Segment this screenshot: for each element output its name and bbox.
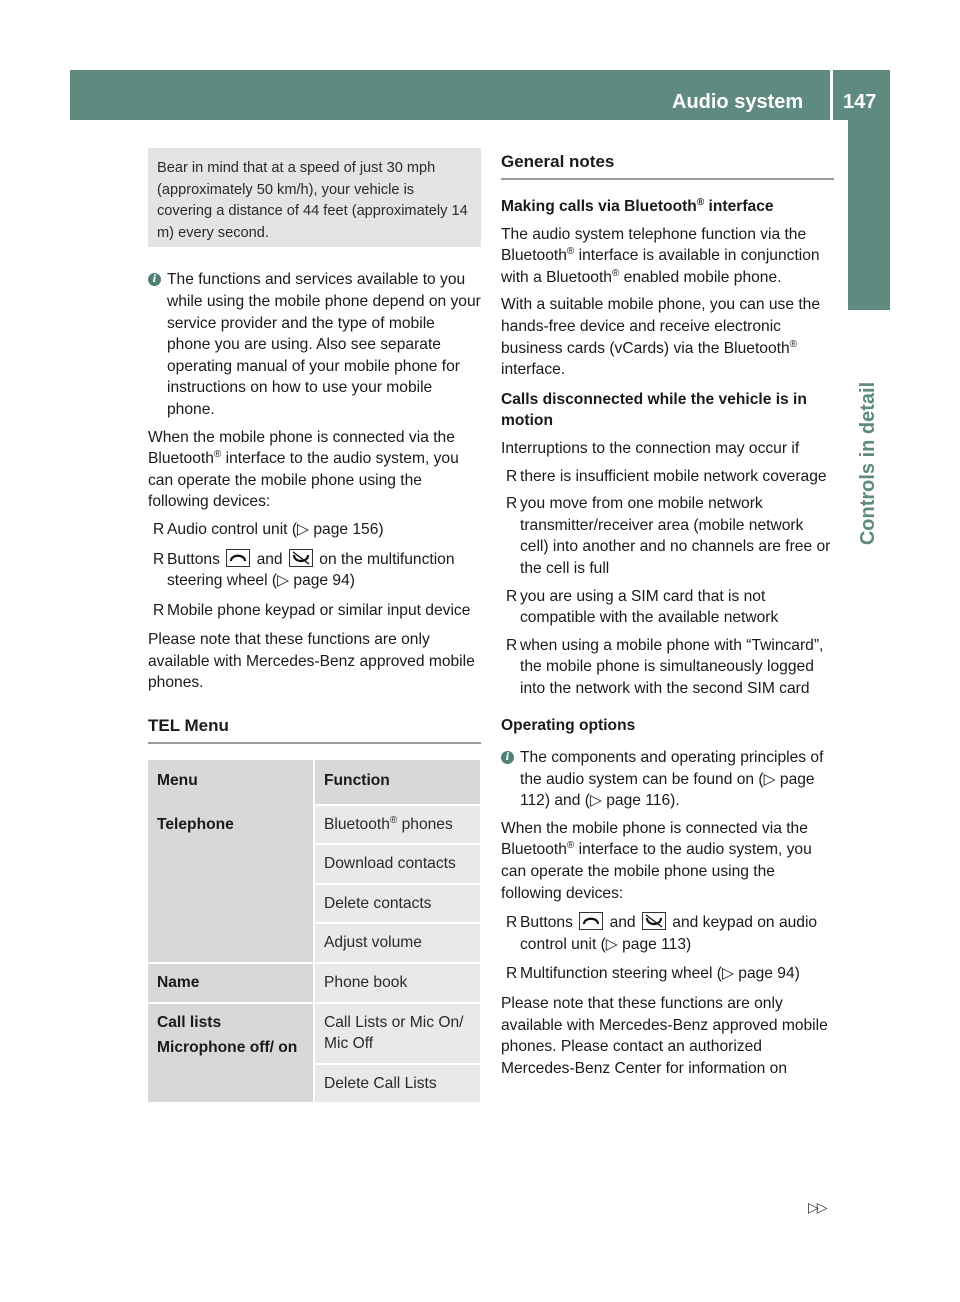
phone-accept-icon [226, 549, 250, 567]
function-call-lists: Call Lists or Mic On/ Mic Off [315, 1004, 480, 1065]
table-header-menu: Menu [148, 760, 315, 806]
header-divider [830, 70, 833, 120]
general-notes-heading: General notes [501, 150, 834, 180]
side-tab-label: Controls in detail [857, 381, 880, 545]
function-bluetooth-phones: Bluetooth® phones [315, 806, 480, 846]
list-item: R Mobile phone keypad or similar input device [153, 601, 471, 619]
disconnected-heading: Calls disconnected while the vehicle is in motion [501, 390, 807, 430]
list-item: R Buttons and and keypad on audio control unit (▷ page 113) [506, 914, 818, 953]
info-icon: i [148, 273, 161, 286]
info-text: The functions and services available to you while using the mobile phone depend on your service provider and the type of mobile phone you are using. Also see separate operating manual of your mobile phone for instructions on how to use your mobile phone. [167, 271, 481, 418]
phone-end-icon [289, 549, 313, 567]
list-item: R Audio control unit (▷ page 156) [153, 520, 384, 538]
phone-end-icon [642, 912, 666, 930]
table-header-function: Function [315, 760, 480, 806]
continue-marker: ▷▷ [808, 1199, 826, 1215]
list-item: R you are using a SIM card that is not compatible with the available network [506, 587, 779, 627]
table-row [148, 964, 480, 1004]
tel-menu-table [148, 760, 480, 1102]
function-download-contacts: Download contacts [315, 845, 480, 885]
list-item: R Multifunction steering wheel (▷ page 94) [506, 965, 800, 983]
side-tab [848, 318, 890, 608]
left-column [148, 148, 481, 1102]
menu-name: Name [148, 964, 315, 1004]
function-delete-contacts: Delete contacts [315, 885, 480, 925]
approval-paragraph: Please note that these functions are only available with Mercedes-Benz approved mobile phones. [148, 631, 475, 692]
menu-call-lists [148, 1004, 315, 1103]
list-item: R Buttons and on the multifunction steering wheel (▷ page 94) [153, 550, 455, 590]
bluetooth-paragraph-2: With a suitable mobile phone, you can use the hands-free device and receive electronic business cards (vCards) via the Bluetooth® interface. [501, 296, 821, 379]
function-phone-book: Phone book [315, 964, 480, 1004]
phone-accept-icon [579, 912, 603, 930]
info-icon: i [501, 751, 514, 764]
table-row [148, 1004, 480, 1065]
table-row [148, 760, 480, 806]
speed-note: Bear in mind that at a speed of just 30 mph (approximately 50 km/h), your vehicle is covering a distance of 44 feet (approximately 14 m) every second. [148, 148, 481, 247]
contact-paragraph: Please note that these functions are only available with Mercedes-Benz approved mobile phones. Please contact an authorized Mercedes-Benz Center for information on [501, 995, 828, 1077]
function-delete-call-lists: Delete Call Lists [315, 1065, 480, 1103]
bluetooth-paragraph-1: The audio system telephone function via the Bluetooth® interface is available in conjunction with a Bluetooth® enabled mobile phone. [501, 225, 820, 286]
bluetooth-heading: Making calls via Bluetooth® interface [501, 196, 774, 215]
connection-paragraph: When the mobile phone is connected via the Bluetooth® interface to the audio system, you can operate the mobile phone using the following devices: [148, 428, 459, 511]
operating-paragraph: When the mobile phone is connected via the Bluetooth® interface to the audio system, you can operate the mobile phone using the following devices: [501, 819, 812, 902]
menu-microphone-label: Microphone off/ on [157, 1039, 298, 1057]
function-adjust-volume: Adjust volume [315, 924, 480, 964]
table-row [148, 806, 480, 846]
side-tab-bar [848, 120, 890, 310]
page-number: 147 [843, 91, 877, 113]
list-item: R when using a mobile phone with “Twincard”, the mobile phone is simultaneously logged into the network with the second SIM card [506, 636, 824, 697]
section-title: Audio system [672, 91, 804, 113]
info-text: The components and operating principles of the audio system can be found on (▷ page 112) and (▷ page 116). [520, 749, 824, 810]
info-note-functions [148, 269, 481, 420]
info-note-components [501, 747, 834, 812]
menu-telephone: Telephone [148, 806, 315, 964]
operating-options-heading: Operating options [501, 717, 636, 735]
list-item: R there is insufficient mobile network coverage [506, 467, 827, 485]
right-column [501, 150, 834, 1079]
disconnected-paragraph: Interruptions to the connection may occur if [501, 439, 800, 457]
menu-call-lists-label: Call lists [157, 1013, 222, 1031]
tel-menu-heading: TEL Menu [148, 714, 481, 744]
list-item: R you move from one mobile network transmitter/receiver area (mobile network cell) into another and no channels are free or the cell is full [506, 495, 831, 577]
